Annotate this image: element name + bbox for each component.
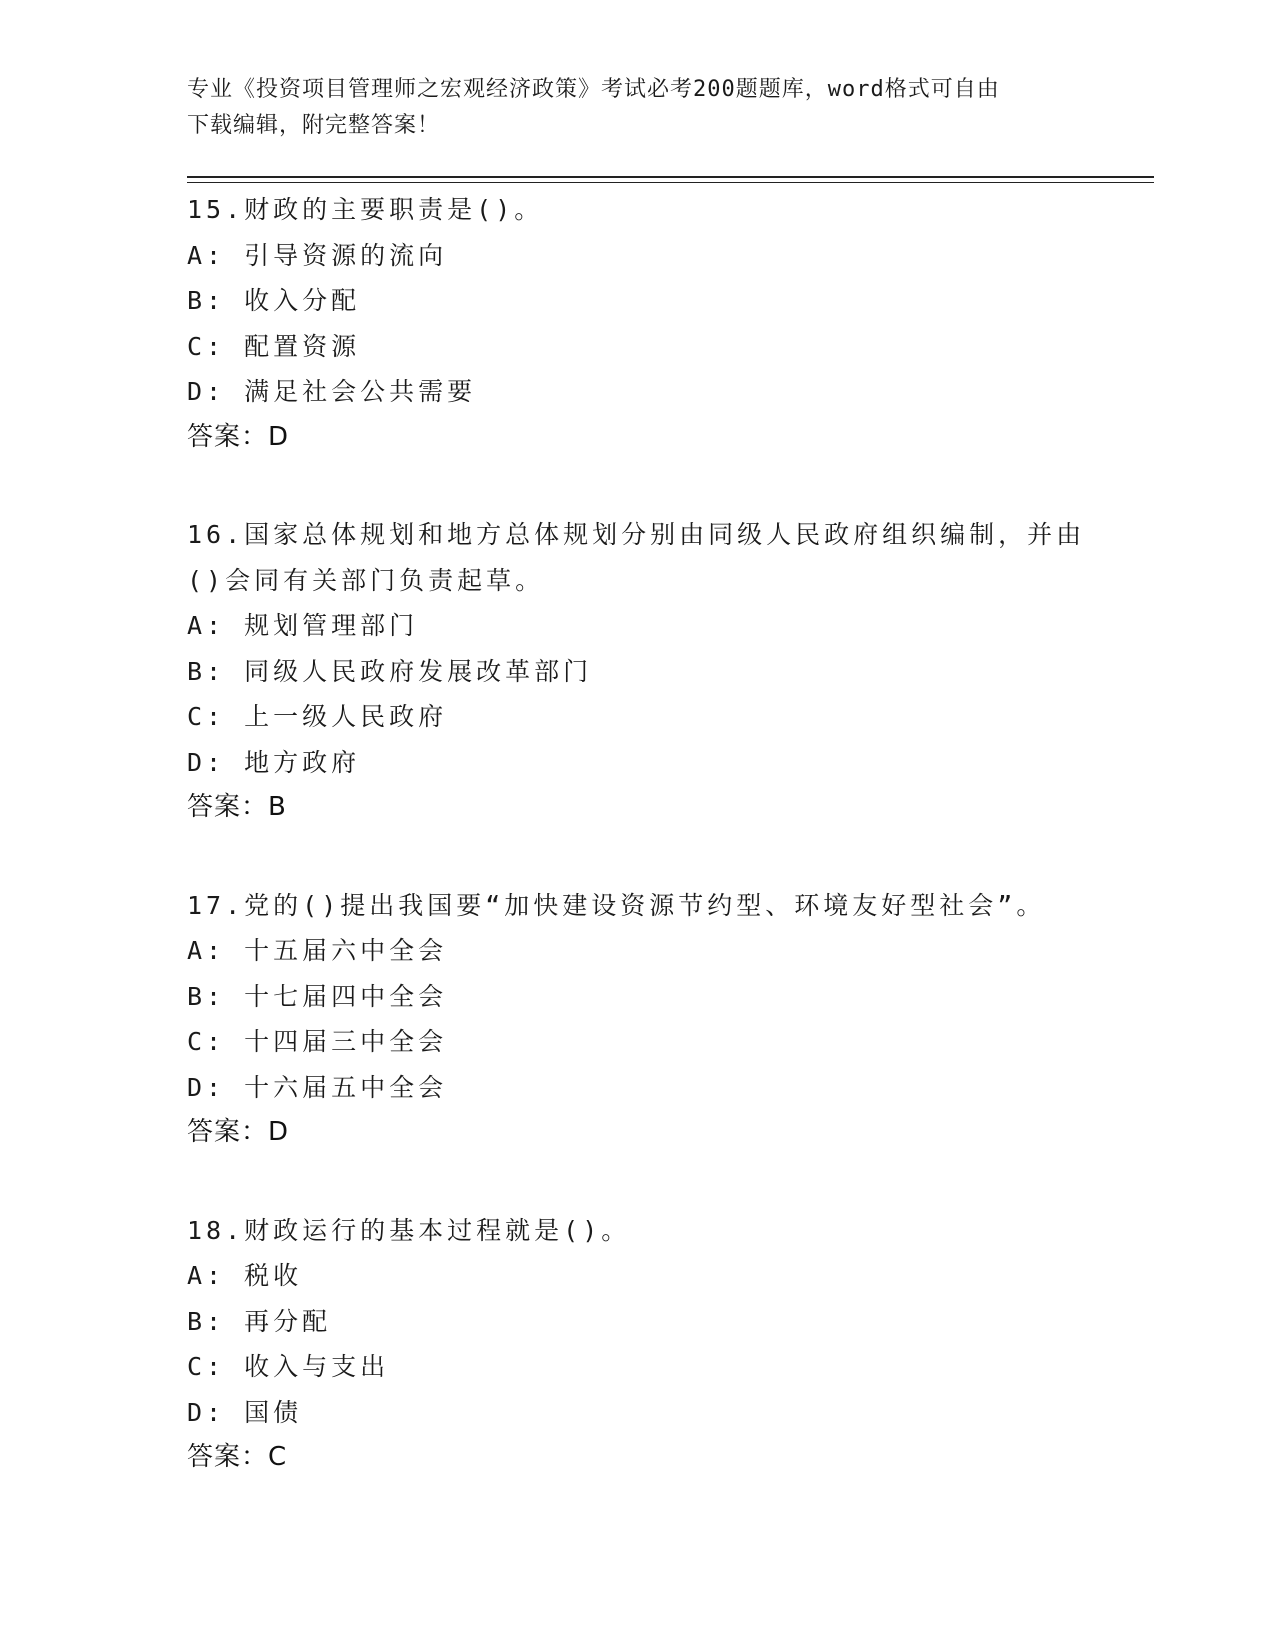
answer-line: 答案：D <box>187 421 290 452</box>
answer-line: 答案：B <box>187 792 287 822</box>
question-stem: 17.党的()提出我国要“加快建设资源节约型、环境友好型社会”。 <box>187 890 1046 920</box>
option-d: D: 地方政府 <box>187 747 361 777</box>
question-list <box>187 187 1087 1533</box>
header-line-1: 专业《投资项目管理师之宏观经济政策》考试必考200题题库，word格式可自由 <box>187 77 1000 102</box>
question-stem: 15.财政的主要职责是()。 <box>187 195 544 224</box>
question-17 <box>187 883 1087 1156</box>
option-c: C: 十四届三中全会 <box>187 1027 448 1056</box>
option-a: A: 规划管理部门 <box>187 611 419 640</box>
option-d: D: 满足社会公共需要 <box>187 377 477 406</box>
question-18 <box>187 1208 1087 1481</box>
header-divider-thin <box>187 182 1154 183</box>
option-a: A: 税收 <box>187 1261 303 1290</box>
header-divider-thick <box>187 176 1154 178</box>
option-b: B: 再分配 <box>187 1306 332 1336</box>
option-c: C: 收入与支出 <box>187 1352 390 1381</box>
option-b: B: 十七届四中全会 <box>187 981 448 1011</box>
option-d: D: 国债 <box>187 1397 303 1427</box>
option-d: D: 十六届五中全会 <box>187 1072 448 1102</box>
option-a: A: 十五届六中全会 <box>187 936 448 965</box>
option-c: C: 上一级人民政府 <box>187 702 448 731</box>
answer-line: 答案：D <box>187 1117 290 1147</box>
question-stem: 16.国家总体规划和地方总体规划分别由同级人民政府组织编制，并由()会同有关部门负责起草。 <box>187 520 1086 595</box>
question-15 <box>187 187 1087 460</box>
question-16 <box>187 512 1087 831</box>
question-stem: 18.财政运行的基本过程就是()。 <box>187 1215 631 1245</box>
header-line-2: 下载编辑，附完整答案！ <box>187 113 441 138</box>
option-a: A: 引导资源的流向 <box>187 240 448 270</box>
option-b: B: 同级人民政府发展改革部门 <box>187 656 593 686</box>
option-b: B: 收入分配 <box>187 286 361 315</box>
option-c: C: 配置资源 <box>187 331 361 361</box>
document-header <box>187 72 1087 144</box>
answer-line: 答案：C <box>187 1442 288 1472</box>
